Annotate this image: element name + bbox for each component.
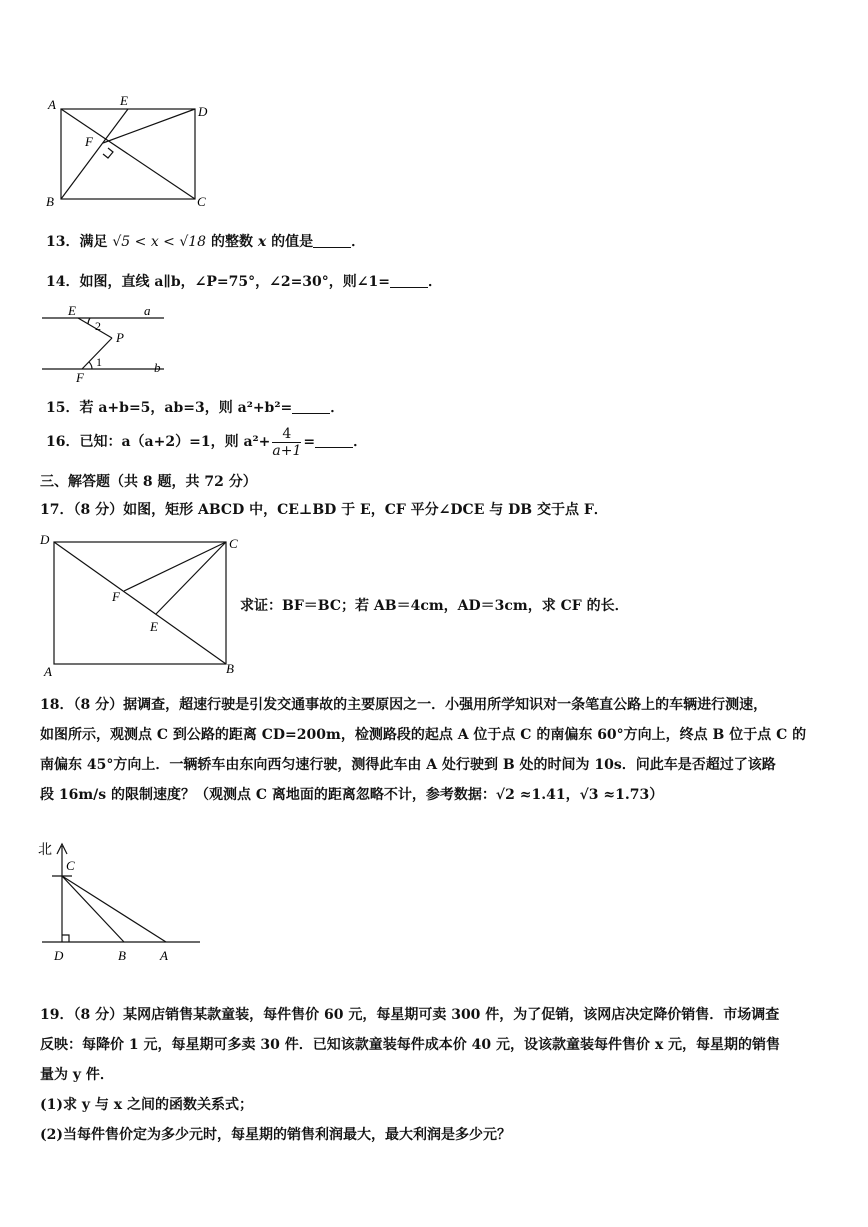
q14-number: 14． — [46, 274, 80, 290]
q16-text-a: 已知：a（a+2）=1，则 a²+ — [79, 434, 271, 450]
q16-answer-blank[interactable] — [315, 433, 353, 448]
segment-ce — [156, 542, 226, 614]
section-3-title: 三、解答题（共 8 题，共 72 分） — [40, 474, 257, 490]
segment-be — [61, 109, 128, 199]
q13-text-c: 的值是 — [271, 234, 314, 250]
segment-cf — [124, 542, 226, 591]
label-1: 1 — [96, 355, 102, 369]
question-17-head: 17．（8 分）如图，矩形 ABCD 中，CE⊥BD 于 E，CF 平分∠DCE 与 DB 交于点 F． — [40, 502, 608, 518]
diagonal-ac — [61, 109, 195, 199]
segment-fd — [103, 109, 195, 143]
diagonal-db — [54, 542, 226, 664]
q15-number: 15． — [46, 400, 80, 416]
label-north: 北 — [38, 843, 52, 858]
label-f: F — [112, 589, 120, 604]
label-c: C — [66, 858, 75, 873]
label-2: 2 — [95, 319, 101, 333]
q13-inequality: √5 < x < √18 — [112, 234, 207, 250]
q15-answer-blank[interactable] — [292, 399, 330, 414]
q19-line-2: 反映：每降价 1 元，每星期可多卖 30 件．已知该款童装每件成本价 40 元，设该款童装每件售价 x 元，每星期的销售 — [40, 1037, 781, 1053]
label-b: B — [226, 661, 234, 676]
q16-text-b: = — [303, 434, 316, 450]
q18-line-3: 南偏东 45°方向上．一辆轿车由东向西匀速行驶，测得此车由 A 处行驶到 B 处的时间为 10s．问此车是否超过了该路 — [40, 757, 776, 773]
question-17-prove: 求证：BF＝BC；若 AB＝4cm，AD＝3cm，求 CF 的长． — [240, 598, 629, 614]
label-b: b — [154, 360, 161, 375]
label-f: F — [76, 370, 84, 384]
label-e: E — [68, 303, 76, 318]
question-14 — [46, 272, 442, 292]
label-e: E — [120, 93, 128, 108]
label-e: E — [150, 619, 158, 634]
label-a: A — [44, 664, 52, 676]
figure-q18-road — [38, 836, 206, 964]
q15-text: 若 a+b=5，ab=3，则 a²+b²= — [79, 400, 293, 416]
q18-line-4: 段 16m/s 的限制速度？（观测点 C 离地面的距离忽略不计，参考数据：√2 ≈1.41，√3 ≈1.73） — [40, 787, 664, 803]
label-d: D — [54, 948, 64, 963]
label-f: F — [85, 134, 93, 149]
q18-line-1: 18．（8 分）据调查，超速行驶是引发交通事故的主要原因之一．小强用所学知识对一条笔直公路上的车辆进行测速， — [40, 697, 768, 713]
q19-sub-2: (2)当每件售价定为多少元时，每星期的销售利润最大，最大利润是多少元？ — [40, 1127, 511, 1143]
right-angle-mark — [103, 148, 113, 158]
figure-q17-rectangle — [38, 530, 244, 676]
label-p: P — [116, 330, 124, 345]
label-d: D — [198, 104, 208, 119]
q13-text-a: 满足 — [79, 234, 108, 250]
angle-2-arc — [88, 318, 90, 324]
q13-var: x — [257, 234, 267, 250]
label-d: D — [40, 532, 50, 547]
q16-frac-num: 4 — [272, 426, 301, 443]
question-18 — [40, 690, 830, 810]
figure-q14-parallel-lines — [40, 302, 166, 384]
q19-sub-1: (1)求 y 与 x 之间的函数关系式； — [40, 1097, 253, 1113]
q19-line-1: 19．（8 分）某网店销售某款童装，每件售价 60 元，每星期可卖 300 件，为了促销，该网店决定降价销售．市场调查 — [40, 1007, 780, 1023]
q13-text-b: 的整数 — [210, 234, 253, 250]
label-b: B — [118, 948, 126, 963]
q18-line-2: 如图所示，观测点 C 到公路的距离 CD=200m，检测路段的起点 A 位于点 C 的南偏东 60°方向上，终点 B 位于点 C 的 — [40, 727, 807, 743]
q13-answer-blank[interactable] — [313, 233, 351, 248]
label-c: C — [197, 194, 206, 209]
q19-line-3: 量为 y 件． — [40, 1067, 114, 1083]
label-c: C — [229, 536, 238, 551]
right-angle-mark — [62, 935, 69, 942]
q14-end: ． — [428, 274, 442, 290]
question-16 — [46, 424, 367, 460]
q14-text: 如图，直线 a∥b，∠P=75°，∠2=30°，则∠1= — [79, 274, 390, 290]
label-a: a — [144, 303, 151, 318]
q13-number: 13． — [46, 234, 80, 250]
label-a: A — [160, 948, 168, 963]
q16-end: ． — [353, 434, 368, 450]
angle-1-arc — [89, 362, 92, 369]
figure-rectangle-top — [40, 92, 220, 214]
q16-fraction — [272, 426, 301, 459]
question-13 — [46, 232, 365, 252]
question-15 — [46, 398, 344, 418]
q15-end: ． — [330, 400, 345, 416]
q16-frac-den: a+1 — [272, 442, 302, 459]
q13-end: ． — [351, 234, 366, 250]
question-19 — [40, 1000, 830, 1150]
q14-answer-blank[interactable] — [390, 273, 428, 288]
label-b: B — [46, 194, 54, 209]
q16-number: 16． — [46, 434, 80, 450]
label-a: A — [48, 97, 56, 112]
